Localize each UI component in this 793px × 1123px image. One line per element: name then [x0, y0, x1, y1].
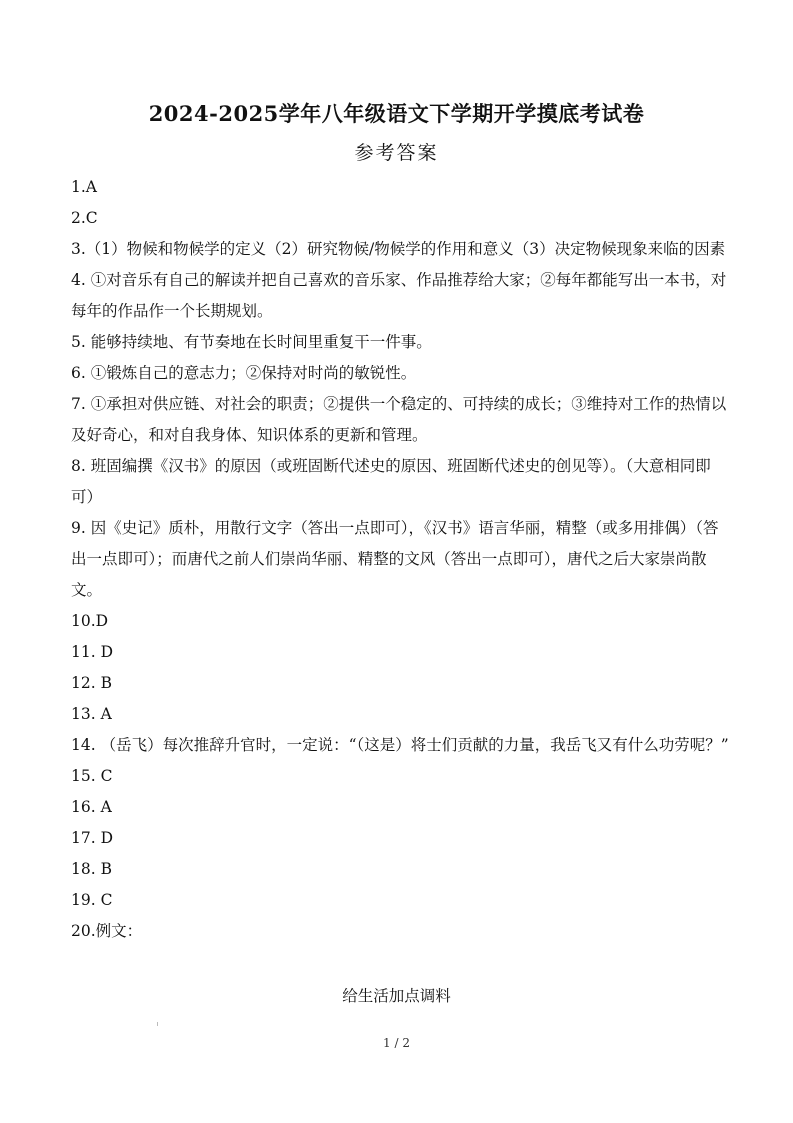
answer-item: 19. C — [71, 891, 113, 909]
answer-item: 17. D — [71, 829, 114, 847]
answer-item: 11. D — [71, 643, 114, 661]
answer-item: 5. 能够持续地、有节奏地在长时间里重复干一件事。 — [71, 333, 432, 351]
answer-item: 20.例文： — [71, 922, 143, 940]
scan-speck — [157, 1022, 158, 1026]
answer-item: 12. B — [71, 674, 112, 692]
answer-item: 2.C — [71, 209, 98, 227]
answer-item: 10.D — [71, 612, 109, 630]
answer-item: 18. B — [71, 860, 112, 878]
answer-item: 14. （岳飞）每次推辞升官时，一定说：“（这是）将士们贡献的力量，我岳飞又有什么功劳呢？” — [71, 736, 729, 754]
answer-item: 9. 因《史记》质朴，用散行文字（答出一点即可），《汉书》语言华丽，精整（或多用排偶）（答出一点即可）；而唐代之前人们崇尚华丽、精整的文风（答出一点即可），唐代之后大家崇尚散文。 — [71, 519, 719, 599]
page-title: 2024-2025学年八年级语文下学期开学摸底考试卷 — [148, 101, 645, 126]
answer-item: 6. ①锻炼自己的意志力；②保持对时尚的敏锐性。 — [71, 364, 417, 382]
answer-item: 7. ①承担对供应链、对社会的职责；②提供一个稳定的、可持续的成长；③维持对工作的热情以及好奇心，和对自我身体、知识体系的更新和管理。 — [71, 395, 727, 444]
answer-item: 3.（1）物候和物候学的定义（2）研究物候/物候学的作用和意义（3）决定物候现象来临的因素 — [71, 240, 726, 258]
page-subtitle: 参考答案 — [354, 142, 439, 164]
answer-item: 8. 班固编撰《汉书》的原因（或班固断代述史的原因、班固断代述史的创见等）。（大意相同即可） — [71, 457, 711, 506]
answer-list — [71, 172, 731, 947]
answer-item: 1.A — [71, 178, 97, 196]
essay-title: 给生活加点调料 — [342, 987, 451, 1005]
page-number: 1 / 2 — [383, 1036, 410, 1050]
answer-item: 15. C — [71, 767, 113, 785]
answer-item: 13. A — [71, 705, 112, 723]
answer-item: 16. A — [71, 798, 112, 816]
answer-item: 4. ①对音乐有自己的解读并把自己喜欢的音乐家、作品推荐给大家；②每年都能写出一本书，对每年的作品作一个长期规划。 — [71, 271, 727, 320]
